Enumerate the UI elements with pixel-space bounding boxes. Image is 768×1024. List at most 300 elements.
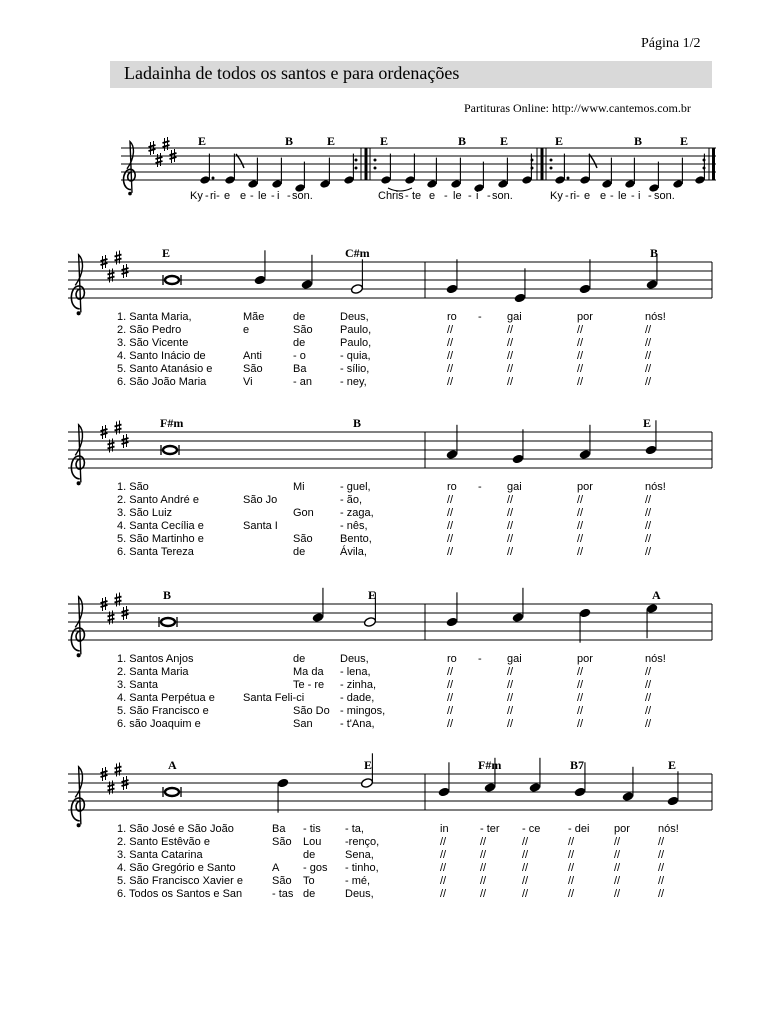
lyric-syllable: // [507,546,514,558]
lyric-syllable: por [577,653,593,665]
lyric-syllable: // [440,875,447,887]
lyric-syllable: - mingos, [340,705,386,717]
lyric-syllable: // [614,888,621,900]
lyric-syllable: Santa Feli-ci [243,692,305,704]
lyric-syllable: - [250,190,254,202]
lyric-syllable: // [480,888,487,900]
lyric-syllable: São [243,363,263,375]
lyric-syllable: // [645,494,652,506]
lyric-syllable: // [447,679,454,691]
lyric-syllable: // [645,533,652,545]
quarter-note [579,425,592,460]
quarter-note [473,162,484,193]
lyric-syllable: - [468,190,472,202]
chord-symbol: E [380,134,389,148]
quarter-note [512,588,525,623]
lyric-syllable: e [429,190,436,202]
lyric-syllable: - tas [272,888,294,900]
treble-clef-icon [71,767,84,828]
verse-saint-name: 4. São Gregório e Santo [117,862,236,874]
lyric-syllable: // [507,679,514,691]
kyrie-staff [0,0,768,220]
lyric-syllable: // [447,363,454,375]
lyric-syllable: - dade, [340,692,375,704]
lyric-syllable: A [272,862,280,874]
verse-saint-name: 2. Santa Maria [117,666,189,678]
lyric-syllable: in [440,823,449,835]
lyric-syllable: // [645,507,652,519]
lyric-syllable: Deus, [340,311,369,323]
chord-symbol: C#m [345,246,370,260]
lyric-syllable: - [478,481,482,493]
lyric-syllable: São [272,836,292,848]
lyric-syllable: // [447,546,454,558]
chord-symbol: E [680,134,689,148]
verse-saint-name: 2. Santo Estêvão e [117,836,210,848]
lyric-syllable: - [287,190,291,202]
lyric-syllable: San [293,718,313,730]
lyric-syllable: // [507,692,514,704]
lyric-syllable: de [293,546,306,558]
lyric-syllable: // [658,862,665,874]
chord-symbol: E [555,134,564,148]
lyric-syllable: São [272,875,292,887]
verse-saint-name: 3. São Vicente [117,337,189,349]
lyric-syllable: - ter [480,823,500,835]
verse-saint-name: 1. Santos Anjos [117,653,194,665]
quarter-note [648,162,659,193]
quarter-note [579,154,590,185]
lyric-syllable: Lou [303,836,322,848]
lyric-syllable: São Do [293,705,330,717]
lyric-syllable: // [577,337,584,349]
lyric-syllable: // [507,324,514,336]
quarter-note [301,255,314,290]
lyric-syllable: nós! [645,311,666,323]
treble-clef-icon [71,425,84,486]
lyric-syllable: - quia, [340,350,371,362]
lyric-syllable: Chris [378,190,404,202]
lyric-syllable: e [240,190,247,202]
verse-saint-name: 4. Santo Inácio de [117,350,206,362]
lyric-syllable: // [480,875,487,887]
lyric-syllable: son. [292,190,313,202]
lyric-syllable: - [205,190,209,202]
lyric-syllable: - mé, [345,875,371,887]
verse-saint-name: 5. São Martinho e [117,533,204,545]
lyric-syllable: - tis [303,823,321,835]
lyric-syllable: de [303,849,316,861]
lyric-syllable: // [645,679,652,691]
verse-saint-name: 6. Todos os Santos e San [117,888,243,900]
lyric-syllable: Ma da [293,666,324,678]
lyric-syllable: // [522,849,529,861]
lyric-syllable: - lena, [340,666,371,678]
quarter-note [529,758,542,793]
treble-clef-icon [71,255,84,316]
lyric-syllable: - [478,311,482,323]
lyric-syllable: Anti [243,350,262,362]
lyric-syllable: // [645,376,652,388]
lyric-syllable: // [614,875,621,887]
lyric-syllable: // [507,705,514,717]
lyric-syllable: e [584,190,591,202]
quarter-note [294,162,305,193]
verse-saint-name: 1. São [117,481,149,493]
lyric-syllable: // [522,836,529,848]
verse-saint-name: 4. Santa Perpétua e [117,692,215,704]
lyric-syllable: de [293,337,306,349]
lyric-syllable: To [303,875,315,887]
chord-symbol: E [500,134,509,148]
quarter-note [446,425,459,460]
lyric-syllable: - nês, [340,520,368,532]
lyric-syllable: // [577,507,584,519]
lyric-syllable: - [487,190,491,202]
quarter-note [199,154,210,185]
quarter-note [247,158,258,189]
chord-symbol: E [198,134,207,148]
lyric-syllable: te [412,190,422,202]
lyric-syllable: São [293,324,313,336]
verse-saint-name: 5. São Francisco Xavier e [117,875,243,887]
lyric-syllable: - ce [522,823,541,835]
chord-symbol: E [162,246,171,260]
lyric-syllable: de [293,311,306,323]
lyric-syllable: // [645,520,652,532]
lyric-syllable: - ão, [340,494,363,506]
lyric-syllable: // [658,888,665,900]
lyric-syllable: // [645,546,652,558]
dot [567,177,570,180]
lyric-syllable: // [507,718,514,730]
verse-saint-name: 6. são Joaquim e [117,718,201,730]
lyric-syllable: - o [293,350,306,362]
lyric-syllable: - t'Ana, [340,718,375,730]
breve-note [159,617,177,627]
quarter-note [579,608,592,643]
lyric-syllable: // [480,836,487,848]
chord-symbol: E [668,758,677,772]
quarter-note [224,154,235,185]
lyric-syllable: // [447,718,454,730]
chord-symbol: B [458,134,467,148]
lyric-syllable: le [258,190,267,202]
lyric-syllable: Mi [293,481,305,493]
lyric-syllable: ro [447,311,457,323]
lyric-syllable: // [568,862,575,874]
verse-saint-name: 2. São Pedro [117,324,182,336]
quarter-note [579,259,592,294]
lyric-syllable: // [645,363,652,375]
lyric-syllable: // [507,376,514,388]
verse-saint-name: 1. São José e São João [117,823,234,835]
chord-symbol: B [634,134,643,148]
lyric-syllable: Ky [190,190,203,202]
quarter-note [554,154,565,185]
lyric-syllable: ri- [210,190,220,202]
lyric-syllable: i [638,190,641,202]
quarter-note [624,158,635,189]
page-title: Ladainha de todos os santos e para ordenações [124,63,460,83]
lyric-syllable: // [447,324,454,336]
staff [0,762,768,842]
lyric-syllable: // [577,692,584,704]
quarter-note [319,158,330,189]
sharp-icon [163,137,170,151]
lyric-syllable: Vi [243,376,253,388]
quarter-note [646,603,659,638]
lyric-syllable: // [645,705,652,717]
lyric-syllable: // [440,836,447,848]
lyric-syllable: // [440,849,447,861]
breve-note [161,445,179,455]
chord-symbol: B7 [570,758,585,772]
chord-symbol: B [353,416,362,430]
treble-clef-icon [124,142,136,196]
half-note [350,259,363,294]
lyric-syllable: // [568,888,575,900]
verse-saint-name: 6. Santa Tereza [117,546,194,558]
lyric-syllable: - gos [303,862,328,874]
lyric-syllable: Deus, [340,653,369,665]
lyric-syllable: Gon [293,507,314,519]
chord-symbol: E [364,758,373,772]
lyric-syllable: // [614,836,621,848]
lyric-syllable: // [577,718,584,730]
lyric-syllable: - [631,190,635,202]
lyric-syllable: - guel, [340,481,371,493]
lyric-syllable: e [600,190,607,202]
quarter-note [438,762,451,797]
quarter-note [497,158,508,189]
lyric-syllable: // [658,849,665,861]
lyric-syllable: - [565,190,569,202]
lyric-syllable: - [478,653,482,665]
lyric-syllable: // [507,337,514,349]
lyric-syllable: // [522,875,529,887]
lyric-syllable: por [577,311,593,323]
lyric-syllable: Santa I [243,520,278,532]
lyric-syllable: // [447,350,454,362]
lyric-syllable: // [447,507,454,519]
lyric-syllable: Deus, [345,888,374,900]
lyric-syllable: // [645,324,652,336]
verse-saint-name: 5. Santo Atanásio e [117,363,213,375]
chord-symbol: B [285,134,294,148]
quarter-note [426,158,437,189]
lyric-syllable: // [577,494,584,506]
chord-symbol: F#m [160,416,184,430]
lyric-syllable: // [645,350,652,362]
quarter-note [446,592,459,627]
chord-symbol: E [368,588,377,602]
lyric-syllable: // [522,888,529,900]
lyric-syllable: ri- [570,190,580,202]
lyric-syllable: - dei [568,823,590,835]
lyric-syllable: i [476,190,479,202]
lyric-syllable: // [577,324,584,336]
lyric-syllable: -renço, [345,836,380,848]
lyric-syllable: // [577,666,584,678]
lyric-syllable: // [577,533,584,545]
lyric-syllable: Te - re [293,679,325,691]
lyric-syllable: e [224,190,231,202]
lyric-syllable: e [243,324,250,336]
lyric-syllable: de [293,653,306,665]
lyric-syllable: // [507,507,514,519]
lyric-syllable: São [293,533,313,545]
lyric-syllable: - [271,190,275,202]
lyric-syllable: gai [507,311,522,323]
quarter-note [404,154,415,185]
quarter-note [667,771,680,806]
quarter-note [450,158,461,189]
lyric-syllable: // [480,849,487,861]
quarter-note [271,158,282,189]
lyric-syllable: ro [447,481,457,493]
lyric-syllable: Sena, [345,849,374,861]
lyric-syllable: Ba [272,823,286,835]
lyric-syllable: ro [447,653,457,665]
lyric-syllable: - [405,190,409,202]
breve-note [163,787,181,797]
quarter-note [601,158,612,189]
dot [212,177,215,180]
treble-clef-icon [71,597,84,658]
quarter-note [672,158,683,189]
lyric-syllable: // [645,692,652,704]
verse-saint-name: 2. Santo André e [117,494,199,506]
lyric-syllable: // [507,363,514,375]
lyric-syllable: // [658,836,665,848]
lyric-syllable: // [507,520,514,532]
lyric-syllable: gai [507,481,522,493]
lyric-syllable: // [440,888,447,900]
verse-saint-name: 3. São Luiz [117,507,173,519]
lyric-syllable: // [577,363,584,375]
lyric-syllable: // [577,546,584,558]
chord-symbol: B [650,246,659,260]
quarter-note [254,250,267,285]
lyric-syllable: // [645,718,652,730]
lyric-syllable: // [447,666,454,678]
lyric-syllable: - an [293,376,312,388]
lyric-syllable: // [447,705,454,717]
verse-saint-name: 4. Santa Cecília e [117,520,204,532]
lyric-syllable: // [568,875,575,887]
lyric-syllable: // [645,666,652,678]
chord-symbol: E [327,134,336,148]
lyric-syllable: nós! [658,823,679,835]
lyric-syllable: // [614,849,621,861]
lyric-syllable: // [440,862,447,874]
lyric-syllable: São Jo [243,494,278,506]
chord-symbol: E [643,416,652,430]
breve-note [163,275,181,285]
quarter-note [312,588,325,623]
lyric-syllable: Paulo, [340,337,372,349]
quarter-note [512,429,525,464]
lyric-syllable: // [645,337,652,349]
quarter-note [446,259,459,294]
page-number: Página 1/2 [641,36,701,51]
source-credit: Partituras Online: http://www.cantemos.com.br [464,101,691,115]
lyric-syllable: Ba [293,363,307,375]
lyric-syllable: - [648,190,652,202]
lyric-syllable: i [277,190,280,202]
lyric-syllable: // [577,520,584,532]
lyric-syllable: // [507,494,514,506]
verse-saint-name: 3. Santa Catarina [117,849,203,861]
lyric-syllable: Ávila, [340,546,367,558]
lyric-syllable: - ney, [340,376,367,388]
lyric-syllable: nós! [645,653,666,665]
lyric-syllable: gai [507,653,522,665]
lyric-syllable: - [444,190,448,202]
lyric-syllable: por [614,823,630,835]
quarter-note [277,778,290,813]
lyric-syllable: // [447,692,454,704]
lyric-syllable: son. [654,190,675,202]
lyric-syllable: // [577,705,584,717]
lyric-syllable: // [447,376,454,388]
lyric-syllable: por [577,481,593,493]
lyric-syllable: // [480,862,487,874]
lyric-syllable: // [447,520,454,532]
lyric-syllable: Paulo, [340,324,372,336]
verse-saint-name: 1. Santa Maria, [117,311,192,323]
lyric-syllable: // [658,875,665,887]
quarter-note [622,767,635,802]
chord-symbol: A [652,588,661,602]
lyric-syllable: Mãe [243,311,265,323]
quarter-note [521,154,532,185]
lyric-syllable: son. [492,190,513,202]
chord-symbol: B [163,588,172,602]
lyric-syllable: // [507,350,514,362]
lyric-syllable: // [577,350,584,362]
verse-saint-name: 3. Santa [117,679,158,691]
lyric-syllable: // [447,494,454,506]
lyric-syllable: // [447,533,454,545]
lyric-syllable: // [614,862,621,874]
lyric-syllable: nós! [645,481,666,493]
lyric-syllable: // [522,862,529,874]
lyric-syllable: // [507,533,514,545]
lyric-syllable: - zinha, [340,679,377,691]
lyric-syllable: - sílio, [340,363,370,375]
sharp-icon [156,153,163,167]
lyric-syllable: - ta, [345,823,364,835]
lyric-syllable: Ky [550,190,563,202]
quarter-note [343,154,354,185]
lyric-syllable: // [577,376,584,388]
lyric-syllable: Bento, [340,533,372,545]
chord-symbol: F#m [478,758,502,772]
lyric-syllable: - tinho, [345,862,379,874]
lyric-syllable: le [618,190,627,202]
chord-symbol: A [168,758,177,772]
lyric-syllable: // [568,849,575,861]
lyric-syllable: // [577,679,584,691]
lyric-syllable: - zaga, [340,507,374,519]
lyric-syllable: - [610,190,614,202]
lyric-syllable: // [507,666,514,678]
quarter-note [380,154,391,185]
lyric-syllable: // [447,337,454,349]
lyric-syllable: // [568,836,575,848]
